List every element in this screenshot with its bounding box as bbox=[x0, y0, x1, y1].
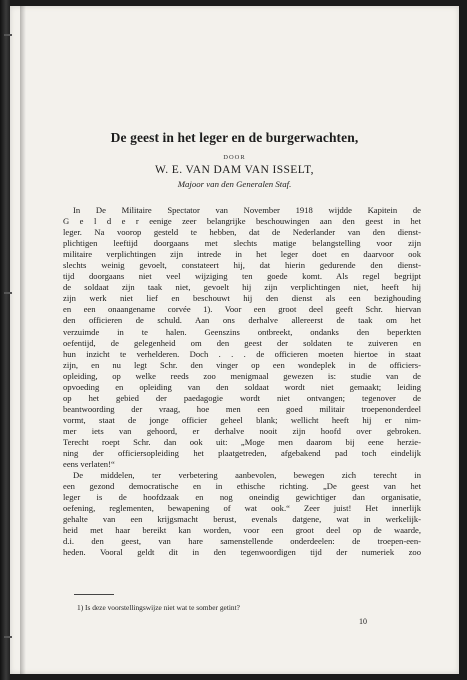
body-line: vormt, staat de jonge officier geheel blank; wellicht heeft hij er nim- bbox=[63, 414, 421, 425]
body-line: en een onaangename corvée 1). Voor een groot deel geeft Schr. hiervan bbox=[63, 304, 421, 315]
body-line: hun inzicht te verhelderen. Doch . . . de officieren moeten hiertoe in staat bbox=[63, 348, 421, 359]
body-line: G e l d e r eenige zeer belangrijke beschouwingen aan den geest in het bbox=[63, 216, 421, 227]
body-line: leger is de hoofdzaak en nog oneindig gewichtiger dan organisatie, bbox=[63, 492, 421, 503]
article-title: De geest in het leger en de burgerwachten, bbox=[110, 130, 359, 145]
body-line: ning der officiersopleiding het plaatgetreden, afgebakend pad toch eindelijk bbox=[63, 448, 421, 459]
footnote: 1) Is deze voorstellingswijze niet wat te somber getint? bbox=[77, 603, 240, 612]
page-number: 10 bbox=[359, 617, 367, 626]
body-line: op het gebied der paedagogie wordt niet ontvangen; tegenover de bbox=[63, 392, 421, 403]
body-line: zijn werk niet lief en beschouwt hij den dienst als een bezighouding bbox=[63, 293, 421, 304]
book-page bbox=[10, 6, 459, 674]
binding-mark bbox=[4, 636, 12, 638]
binding-mark bbox=[4, 34, 12, 36]
body-line: mer iets van gehoord, er derhalve nooit zijn hoofd over gebroken. bbox=[63, 425, 421, 436]
article-body bbox=[63, 205, 421, 559]
body-line: beantwoording der vraag, hoe men een goed militair troepenonderdeel bbox=[63, 403, 421, 414]
book-spine bbox=[0, 0, 10, 680]
author-name: W. E. VAN DAM VAN ISSELT, bbox=[155, 164, 314, 176]
body-line: heden. Vooral geldt dit in den tegenwoordigen tijd der numeriek zoo bbox=[63, 547, 421, 558]
page-gutter-shadow bbox=[20, 6, 26, 674]
binding-mark bbox=[4, 292, 12, 294]
body-line: tijd doorgaans niet veel wijziging ten goede komt. Als regel begrijpt bbox=[63, 271, 421, 282]
footnote-divider bbox=[74, 594, 114, 595]
body-line: heid met haar bereikt kan worden, voor een groot deel op de waarde, bbox=[63, 525, 421, 536]
body-line: militaire verplichtingen zijn intrede in het leger doet en daarvoor ook bbox=[63, 249, 421, 260]
body-line: oefentijd, de gelegenheid om den geest der soldaten te zuiveren en bbox=[63, 337, 421, 348]
body-line: In De Militaire Spectator van November 1918 wijdde Kapitein de bbox=[73, 205, 421, 215]
body-line: leger. Na voorop gesteld te hebben, dat de Nederlander van den dienst- bbox=[63, 227, 421, 238]
body-line: oefening, reglementen, bewapening of wat ook.“ Zeer juist! Het innerlijk bbox=[63, 503, 421, 514]
body-line: slechts weinig gevoelt, constateert hij, dat hierin gedurende den dienst- bbox=[63, 260, 421, 271]
author-rank: Majoor van den Generalen Staf. bbox=[177, 179, 292, 189]
body-line: opvoeding en opleiding van den soldaat wordt niet gemaakt; leiding bbox=[63, 381, 421, 392]
article-header bbox=[10, 130, 459, 189]
body-line: de soldaat zijn taak niet, gevoelt hij zijn verplichtingen niet, heeft hij bbox=[63, 282, 421, 293]
body-line: d.i. den geest, van hare samenstellende onderdeelen: de troepen-een- bbox=[63, 536, 421, 547]
body-line: gehalte van een krijgsmacht berust, evenals datgene, wat in werkelijk- bbox=[63, 514, 421, 525]
body-line: zijn, en nu legt Schr. den vinger op een wondeplek in de officiers- bbox=[63, 359, 421, 370]
body-line: De middelen, ter verbetering aanbevolen, bewegen zich terecht in bbox=[73, 470, 421, 481]
body-line: een gezond democratische en in ethische richting. „De geest van het bbox=[63, 481, 421, 492]
body-line: verzuimde in te halen. Geenszins ontbreekt, ondanks den beperkten bbox=[63, 326, 421, 337]
byline-word: DOOR bbox=[223, 154, 246, 161]
body-line: Terecht roept Schr. dan ook uit: „Moge men daarom bij eene herzie- bbox=[63, 436, 421, 447]
body-line: eens verlaten!“ bbox=[63, 459, 115, 470]
body-line: den officieren de schuld. Aan ons derhalve allereerst de taak om het bbox=[63, 315, 421, 326]
body-line: opleiding, op welke reeds zoo menigmaal gewezen is: studie van de bbox=[63, 370, 421, 381]
body-line: plichtigen leeftijd doorgaans met slechts matige belangstelling voor zijn bbox=[63, 238, 421, 249]
